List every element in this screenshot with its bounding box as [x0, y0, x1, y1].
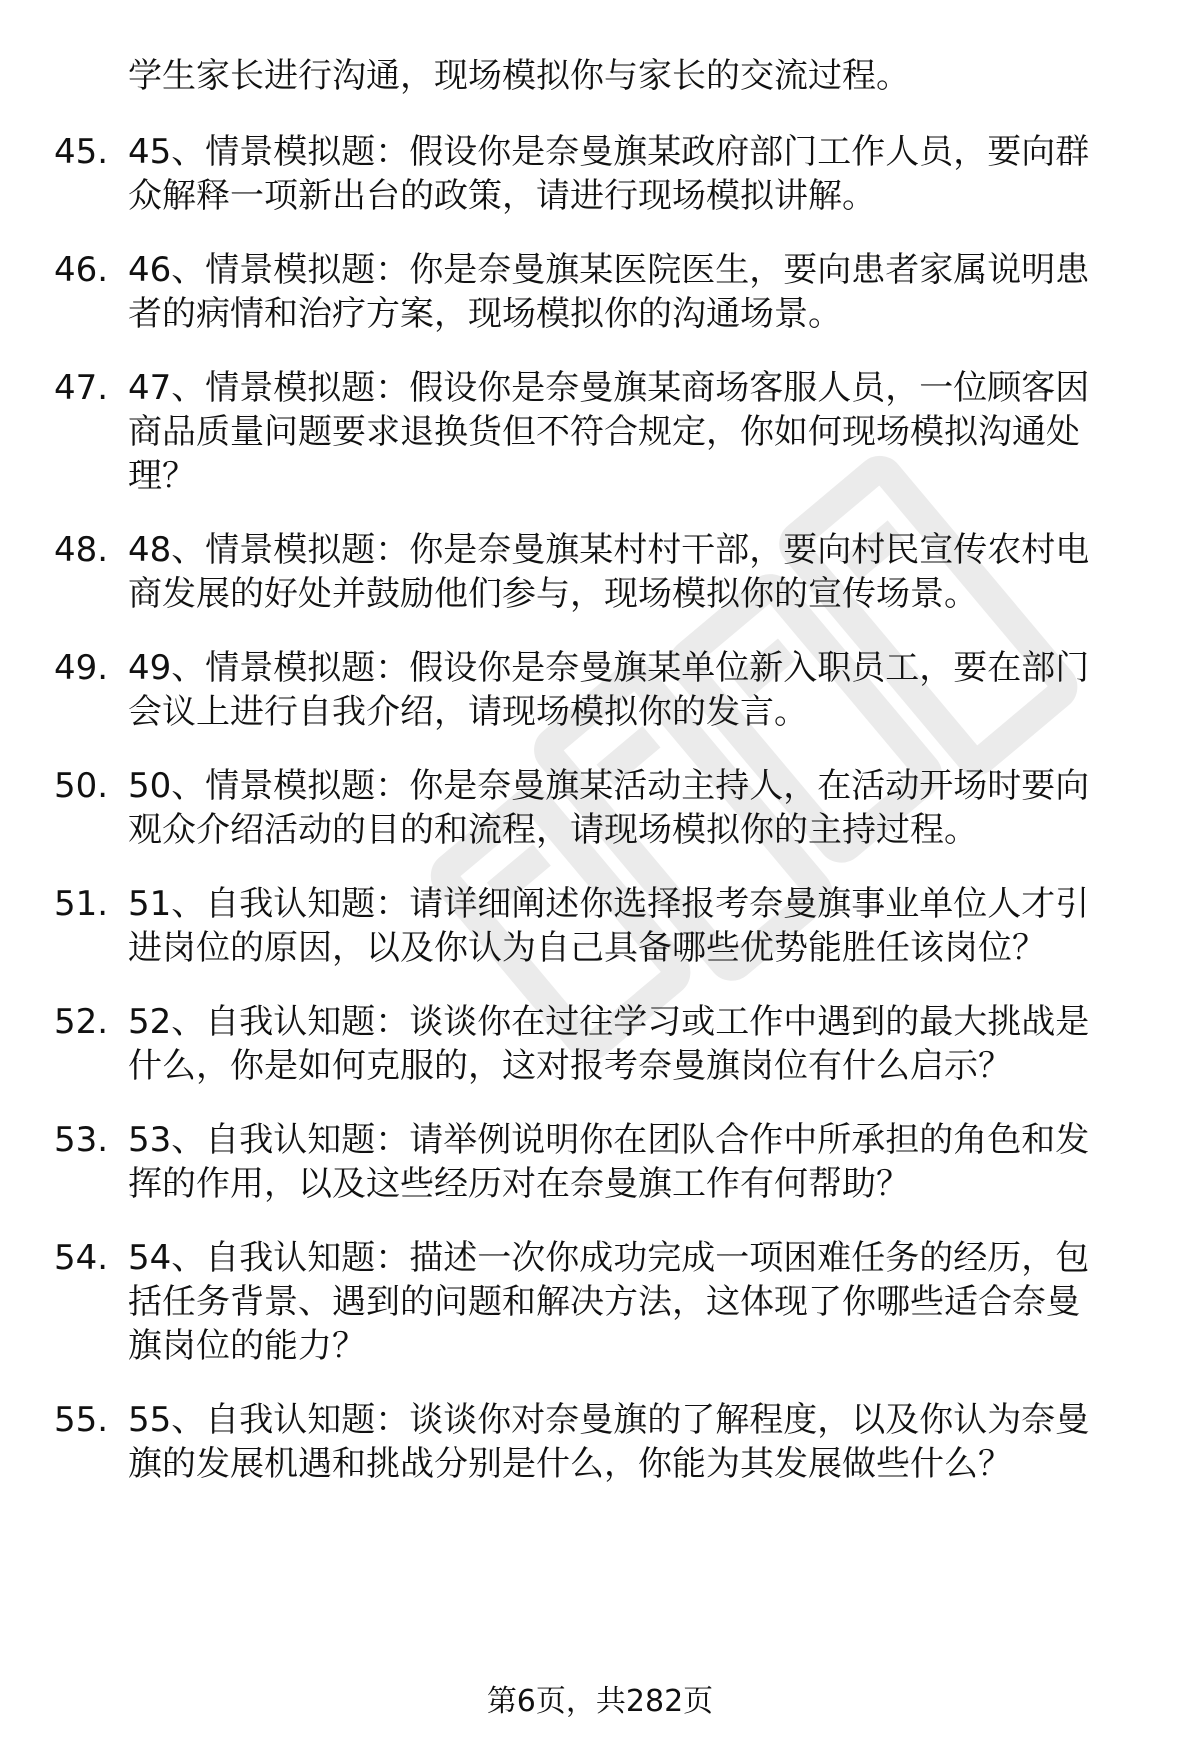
item-number: 51. [54, 884, 109, 924]
item-text-line: 众解释一项新出台的政策，请进行现场模拟讲解。 [128, 176, 876, 216]
item-text-line: 商品质量问题要求退换货但不符合规定，你如何现场模拟沟通处 [128, 412, 1080, 452]
item-number: 54. [54, 1238, 109, 1278]
item-text-line: 括任务背景、遇到的问题和解决方法，这体现了你哪些适合奈曼 [128, 1282, 1080, 1322]
item-text-line: 旗岗位的能力？ [128, 1326, 366, 1366]
item-text-line: 53、自我认知题：请举例说明你在团队合作中所承担的角色和发 [128, 1120, 1090, 1160]
item-text-line: 会议上进行自我介绍，请现场模拟你的发言。 [128, 692, 808, 732]
item-text-line: 47、情景模拟题：假设你是奈曼旗某商场客服人员，一位顾客因 [128, 368, 1090, 408]
item-text-line: 旗的发展机遇和挑战分别是什么，你能为其发展做些什么？ [128, 1444, 1012, 1484]
item-text-line: 46、情景模拟题：你是奈曼旗某医院医生，要向患者家属说明患 [128, 250, 1090, 290]
intro-continuation-line: 学生家长进行沟通，现场模拟你与家长的交流过程。 [128, 56, 910, 96]
item-number: 55. [54, 1400, 109, 1440]
item-text-line: 商发展的好处并鼓励他们参与，现场模拟你的宣传场景。 [128, 574, 978, 614]
item-number: 48. [54, 530, 109, 570]
item-text-line: 51、自我认知题：请详细阐述你选择报考奈曼旗事业单位人才引 [128, 884, 1090, 924]
item-text-line: 45、情景模拟题：假设你是奈曼旗某政府部门工作人员，要向群 [128, 132, 1090, 172]
item-text-line: 52、自我认知题：谈谈你在过往学习或工作中遇到的最大挑战是 [128, 1002, 1090, 1042]
item-number: 45. [54, 132, 109, 172]
item-text-line: 进岗位的原因，以及你认为自己具备哪些优势能胜任该岗位？ [128, 928, 1046, 968]
item-text-line: 48、情景模拟题：你是奈曼旗某村村干部，要向村民宣传农村电 [128, 530, 1090, 570]
item-number: 47. [54, 368, 109, 408]
item-text-line: 观众介绍活动的目的和流程，请现场模拟你的主持过程。 [128, 810, 978, 850]
item-number: 53. [54, 1120, 109, 1160]
item-text-line: 54、自我认知题：描述一次你成功完成一项困难任务的经历，包 [128, 1238, 1090, 1278]
item-text-line: 者的病情和治疗方案，现场模拟你的沟通场景。 [128, 294, 842, 334]
item-text-line: 什么，你是如何克服的，这对报考奈曼旗岗位有什么启示？ [128, 1046, 1012, 1086]
item-number: 46. [54, 250, 109, 290]
item-number: 49. [54, 648, 109, 688]
item-number: 52. [54, 1002, 109, 1042]
item-text-line: 理？ [128, 456, 196, 496]
item-text-line: 50、情景模拟题：你是奈曼旗某活动主持人，在活动开场时要向 [128, 766, 1090, 806]
item-text-line: 55、自我认知题：谈谈你对奈曼旗的了解程度，以及你认为奈曼 [128, 1400, 1090, 1440]
item-text-line: 49、情景模拟题：假设你是奈曼旗某单位新入职员工，要在部门 [128, 648, 1090, 688]
item-text-line: 挥的作用，以及这些经历对在奈曼旗工作有何帮助？ [128, 1164, 910, 1204]
item-number: 50. [54, 766, 109, 806]
page-number-footer: 第6页，共282页 [486, 1684, 714, 1719]
